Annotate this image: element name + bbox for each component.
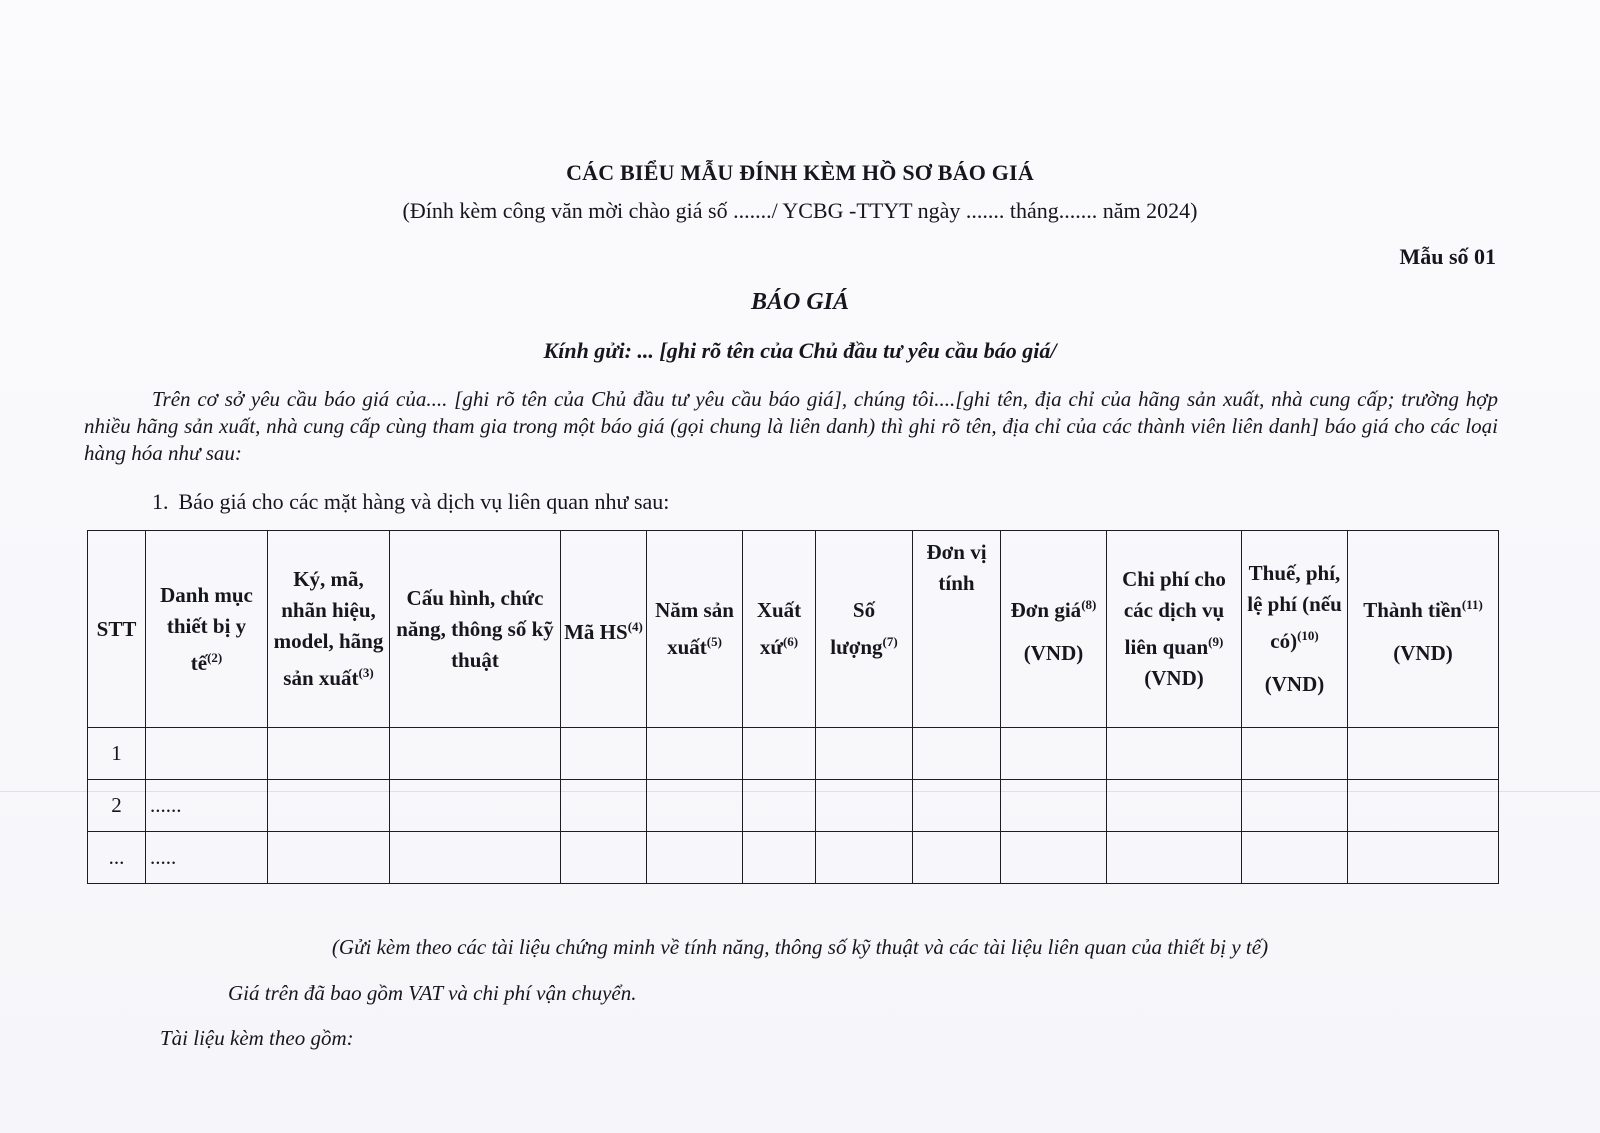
table-cell bbox=[743, 832, 816, 884]
table-cell bbox=[1107, 780, 1242, 832]
table-cell bbox=[647, 832, 743, 884]
table-cell bbox=[1348, 832, 1499, 884]
header-subtitle: (Đính kèm công văn mời chào giá số ......./ YCBG -TTYT ngày ....... tháng....... năm 2024) bbox=[402, 198, 1198, 223]
table-cell bbox=[647, 728, 743, 780]
table-cell bbox=[816, 728, 913, 780]
table-row bbox=[88, 780, 1499, 832]
table-cell bbox=[913, 832, 1001, 884]
col-unit-price: Đơn giá$^{(8)}$ (VND) bbox=[1001, 531, 1107, 728]
vat-note: Giá trên đã bao gồm VAT và chi phí vận chuyển. bbox=[228, 981, 637, 1005]
col-related-services-cost: Chi phí cho các dịch vụ liên quan$^{(9)}$ (VND) bbox=[1107, 531, 1242, 728]
table-cell bbox=[561, 780, 647, 832]
col-brand-model-manufacturer: Ký, mã, nhãn hiệu, model, hãng sản xuất$^{(3)}$ bbox=[268, 531, 390, 728]
table-cell bbox=[561, 832, 647, 884]
table-cell bbox=[268, 780, 390, 832]
col-taxes-fees: Thuế, phí, lệ phí (nếu có)$^{(10)}$ (VND) bbox=[1242, 531, 1348, 728]
table-cell bbox=[816, 832, 913, 884]
table-cell bbox=[743, 728, 816, 780]
col-total-amount: Thành tiền$^{(11)}$ (VND) bbox=[1348, 531, 1499, 728]
table-cell bbox=[1001, 832, 1107, 884]
col-hs-code: Mã HS$^{(4)}$ bbox=[561, 531, 647, 728]
header-title: CÁC BIỂU MẪU ĐÍNH KÈM HỒ SƠ BÁO GIÁ bbox=[566, 160, 1034, 185]
attachment-note: (Gửi kèm theo các tài liệu chứng minh về tính năng, thông số kỹ thuật và các tài liệu liên quan của thiết bị y tế) bbox=[331, 935, 1269, 959]
document-title: BÁO GIÁ bbox=[750, 289, 850, 315]
table-cell bbox=[268, 832, 390, 884]
table-cell bbox=[913, 780, 1001, 832]
row-stt: 1 bbox=[88, 728, 146, 780]
table-cell bbox=[561, 728, 647, 780]
table-row bbox=[88, 832, 1499, 884]
quotation-table bbox=[87, 530, 1499, 884]
table-cell bbox=[268, 728, 390, 780]
table-cell bbox=[390, 728, 561, 780]
table-cell bbox=[1107, 728, 1242, 780]
table-header-row bbox=[88, 531, 1499, 728]
table-cell bbox=[913, 728, 1001, 780]
form-number: Mẫu số 01 bbox=[1399, 244, 1496, 269]
row-item-name: ..... bbox=[146, 832, 268, 884]
attached-documents-label: Tài liệu kèm theo gồm: bbox=[160, 1026, 354, 1050]
table-cell bbox=[1001, 780, 1107, 832]
col-origin: Xuất xứ$^{(6)}$ bbox=[743, 531, 816, 728]
table-cell bbox=[1348, 728, 1499, 780]
table-cell bbox=[1242, 780, 1348, 832]
table-cell bbox=[1348, 780, 1499, 832]
col-manufacture-year: Năm sản xuất$^{(5)}$ bbox=[647, 531, 743, 728]
section-1-number: 1. bbox=[152, 489, 169, 514]
table-cell bbox=[1242, 832, 1348, 884]
table-cell bbox=[390, 780, 561, 832]
table-cell bbox=[1107, 832, 1242, 884]
intro-paragraph: Trên cơ sở yêu cầu báo giá của.... [ghi rõ tên của Chủ đầu tư yêu cầu báo giá], chúng tôi....[ghi tên, địa chỉ của hãng sản xuất, nhà cung cấp; trường hợp nhiều hãng sản xuất, nhà cung cấp cùng tham gia trong một báo giá (gọi chung là liên danh) thì ghi rõ tên, địa chỉ của các thành viên liên danh] báo giá cho các loại hàng hóa như sau: bbox=[84, 387, 1498, 465]
col-configuration-specs: Cấu hình, chức năng, thông số kỹ thuật bbox=[390, 531, 561, 728]
col-unit: Đơn vị tính bbox=[913, 531, 1001, 728]
table-cell bbox=[647, 780, 743, 832]
table-cell bbox=[390, 832, 561, 884]
col-quantity: Số lượng$^{(7)}$ bbox=[816, 531, 913, 728]
table-cell bbox=[1001, 728, 1107, 780]
row-stt: 2 bbox=[88, 780, 146, 832]
section-1-text: Báo giá cho các mặt hàng và dịch vụ liên quan như sau: bbox=[178, 489, 670, 514]
table-cell bbox=[743, 780, 816, 832]
table-row bbox=[88, 728, 1499, 780]
col-medical-equipment-list: Danh mục thiết bị y tế$^{(2)}$ bbox=[146, 531, 268, 728]
row-item-name: ...... bbox=[146, 780, 268, 832]
addressee-line: Kính gửi: ... [ghi rõ tên của Chủ đầu tư yêu cầu báo giá/ bbox=[543, 338, 1057, 363]
table-cell bbox=[1242, 728, 1348, 780]
row-stt: ... bbox=[88, 832, 146, 884]
table-cell bbox=[816, 780, 913, 832]
row-item-name bbox=[146, 728, 268, 780]
col-stt: STT bbox=[88, 531, 146, 728]
section-1-heading bbox=[152, 489, 669, 515]
